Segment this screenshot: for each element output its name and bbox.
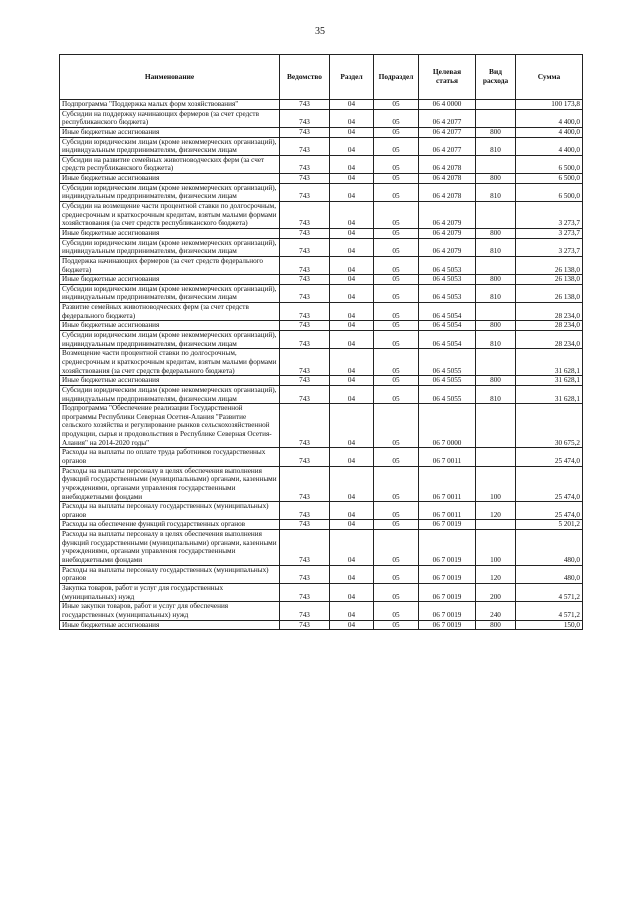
cell-subsection: 05	[374, 448, 419, 466]
cell-name: Расходы на обеспечение функций государственных органов	[60, 520, 280, 530]
table-body	[60, 100, 583, 630]
cell-target-article: 06 4 5053	[419, 284, 476, 302]
cell-expense-type: 240	[476, 602, 516, 620]
cell-section: 04	[330, 620, 374, 630]
cell-name: Субсидии юридическим лицам (кроме некоммерческих организаций), индивидуальным предпринимателям, физическим лицам	[60, 137, 280, 155]
table-row	[60, 284, 583, 302]
cell-department: 743	[280, 155, 330, 173]
cell-expense-type	[476, 202, 516, 229]
cell-sum: 4 400,0	[516, 137, 583, 155]
cell-subsection: 05	[374, 565, 419, 583]
cell-section: 04	[330, 448, 374, 466]
cell-subsection: 05	[374, 183, 419, 201]
cell-department: 743	[280, 448, 330, 466]
cell-expense-type: 800	[476, 127, 516, 137]
cell-section: 04	[330, 228, 374, 238]
cell-department: 743	[280, 565, 330, 583]
table-row	[60, 202, 583, 229]
cell-section: 04	[330, 520, 374, 530]
cell-expense-type: 800	[476, 174, 516, 184]
cell-section: 04	[330, 275, 374, 285]
cell-expense-type	[476, 303, 516, 321]
table-row	[60, 620, 583, 630]
cell-department: 743	[280, 404, 330, 448]
table-row	[60, 137, 583, 155]
cell-target-article: 06 4 2077	[419, 137, 476, 155]
cell-name: Иные бюджетные ассигнования	[60, 174, 280, 184]
cell-target-article: 06 7 0011	[419, 466, 476, 502]
cell-sum: 6 500,0	[516, 183, 583, 201]
table-row	[60, 448, 583, 466]
cell-department: 743	[280, 376, 330, 386]
cell-section: 04	[330, 565, 374, 583]
cell-section: 04	[330, 502, 374, 520]
table-header-row	[60, 55, 583, 100]
cell-target-article: 06 4 2078	[419, 155, 476, 173]
cell-sum: 6 500,0	[516, 174, 583, 184]
cell-department: 743	[280, 174, 330, 184]
cell-sum: 31 628,1	[516, 385, 583, 403]
cell-name: Субсидии на возмещение части процентной ставки по долгосрочным, среднесрочным и краткосрочным кредитам, взятым малыми формами хозяйствования (за счет средств республиканского бюджета)	[60, 202, 280, 229]
cell-sum: 26 138,0	[516, 256, 583, 274]
cell-department: 743	[280, 385, 330, 403]
cell-name: Субсидии на развитие семейных животноводческих ферм (за счет средств республиканского бюджета)	[60, 155, 280, 173]
cell-name: Закупка товаров, работ и услуг для государственных (муниципальных) нужд	[60, 583, 280, 601]
cell-section: 04	[330, 466, 374, 502]
cell-department: 743	[280, 202, 330, 229]
cell-sum: 25 474,0	[516, 466, 583, 502]
cell-expense-type	[476, 100, 516, 110]
cell-sum: 3 273,7	[516, 202, 583, 229]
table-row	[60, 109, 583, 127]
cell-name: Возмещение части процентной ставки по долгосрочным, среднесрочным и краткосрочным кредитам, взятым малыми формами хозяйствования (за счет средств федерального бюджета)	[60, 349, 280, 376]
cell-sum: 3 273,7	[516, 228, 583, 238]
cell-expense-type: 800	[476, 321, 516, 331]
header-sum: Сумма	[516, 55, 583, 100]
cell-expense-type: 810	[476, 385, 516, 403]
cell-sum: 5 201,2	[516, 520, 583, 530]
cell-department: 743	[280, 331, 330, 349]
header-target-article: Целевая статья	[419, 55, 476, 100]
header-department: Ведомство	[280, 55, 330, 100]
table-row	[60, 183, 583, 201]
cell-department: 743	[280, 238, 330, 256]
cell-section: 04	[330, 155, 374, 173]
cell-section: 04	[330, 174, 374, 184]
cell-subsection: 05	[374, 284, 419, 302]
table-row	[60, 331, 583, 349]
table-row	[60, 100, 583, 110]
cell-expense-type: 800	[476, 620, 516, 630]
cell-target-article: 06 7 0019	[419, 520, 476, 530]
table-row	[60, 404, 583, 448]
cell-subsection: 05	[374, 349, 419, 376]
cell-expense-type: 120	[476, 565, 516, 583]
cell-target-article: 06 4 5053	[419, 256, 476, 274]
page-number: 35	[315, 26, 325, 37]
cell-target-article: 06 4 2078	[419, 183, 476, 201]
cell-name: Иные бюджетные ассигнования	[60, 228, 280, 238]
cell-section: 04	[330, 349, 374, 376]
cell-section: 04	[330, 183, 374, 201]
cell-expense-type: 100	[476, 530, 516, 566]
cell-expense-type	[476, 349, 516, 376]
cell-section: 04	[330, 238, 374, 256]
cell-name: Субсидии юридическим лицам (кроме некоммерческих организаций), индивидуальным предпринимателям, физическим лицам	[60, 284, 280, 302]
cell-subsection: 05	[374, 202, 419, 229]
cell-section: 04	[330, 602, 374, 620]
cell-department: 743	[280, 183, 330, 201]
cell-target-article: 06 7 0000	[419, 404, 476, 448]
cell-target-article: 06 7 0011	[419, 448, 476, 466]
cell-target-article: 06 4 2079	[419, 202, 476, 229]
table-row	[60, 321, 583, 331]
cell-target-article: 06 7 0019	[419, 565, 476, 583]
cell-department: 743	[280, 109, 330, 127]
cell-section: 04	[330, 376, 374, 386]
cell-sum: 26 138,0	[516, 284, 583, 302]
cell-sum: 28 234,0	[516, 331, 583, 349]
cell-target-article: 06 4 2077	[419, 109, 476, 127]
cell-expense-type	[476, 520, 516, 530]
cell-name: Поддержка начинающих фермеров (за счет средств федерального бюджета)	[60, 256, 280, 274]
cell-subsection: 05	[374, 100, 419, 110]
cell-name: Субсидии юридическим лицам (кроме некоммерческих организаций), индивидуальным предпринимателям, физическим лицам	[60, 385, 280, 403]
cell-target-article: 06 7 0019	[419, 530, 476, 566]
table-row	[60, 303, 583, 321]
cell-expense-type: 810	[476, 331, 516, 349]
table-row	[60, 385, 583, 403]
table-row	[60, 602, 583, 620]
budget-table	[59, 54, 583, 630]
cell-expense-type: 810	[476, 137, 516, 155]
cell-expense-type: 200	[476, 583, 516, 601]
cell-department: 743	[280, 275, 330, 285]
cell-subsection: 05	[374, 602, 419, 620]
cell-name: Иные бюджетные ассигнования	[60, 321, 280, 331]
cell-section: 04	[330, 303, 374, 321]
cell-subsection: 05	[374, 228, 419, 238]
cell-target-article: 06 4 5054	[419, 321, 476, 331]
cell-sum: 4 400,0	[516, 127, 583, 137]
cell-subsection: 05	[374, 530, 419, 566]
cell-name: Расходы на выплаты персоналу государственных (муниципальных) органов	[60, 565, 280, 583]
table-row	[60, 349, 583, 376]
cell-expense-type: 800	[476, 275, 516, 285]
cell-name: Субсидии юридическим лицам (кроме некоммерческих организаций), индивидуальным предпринимателям, физическим лицам	[60, 331, 280, 349]
cell-department: 743	[280, 520, 330, 530]
cell-name: Иные бюджетные ассигнования	[60, 620, 280, 630]
cell-target-article: 06 4 5055	[419, 385, 476, 403]
cell-sum: 480,0	[516, 530, 583, 566]
cell-subsection: 05	[374, 404, 419, 448]
cell-section: 04	[330, 583, 374, 601]
cell-expense-type: 800	[476, 376, 516, 386]
header-expense-type: Вид расхода	[476, 55, 516, 100]
cell-sum: 4 571,2	[516, 583, 583, 601]
table-row	[60, 502, 583, 520]
cell-name: Расходы на выплаты персоналу в целях обеспечения выполнения функций государственными (муниципальными) органами, казенными учреждениями, органами управления государственными внебюджетными фондами	[60, 530, 280, 566]
cell-section: 04	[330, 284, 374, 302]
cell-sum: 31 628,1	[516, 349, 583, 376]
cell-expense-type: 810	[476, 238, 516, 256]
cell-expense-type: 120	[476, 502, 516, 520]
cell-expense-type	[476, 155, 516, 173]
cell-target-article: 06 4 2078	[419, 174, 476, 184]
cell-target-article: 06 4 5055	[419, 376, 476, 386]
cell-department: 743	[280, 284, 330, 302]
cell-department: 743	[280, 602, 330, 620]
cell-subsection: 05	[374, 620, 419, 630]
cell-section: 04	[330, 202, 374, 229]
cell-department: 743	[280, 127, 330, 137]
cell-subsection: 05	[374, 275, 419, 285]
cell-target-article: 06 7 0011	[419, 502, 476, 520]
cell-sum: 28 234,0	[516, 303, 583, 321]
cell-expense-type	[476, 256, 516, 274]
cell-sum: 25 474,0	[516, 448, 583, 466]
table-row	[60, 238, 583, 256]
cell-target-article: 06 4 2079	[419, 238, 476, 256]
cell-name: Расходы на выплаты по оплате труда работников государственных органов	[60, 448, 280, 466]
cell-section: 04	[330, 404, 374, 448]
cell-department: 743	[280, 502, 330, 520]
cell-department: 743	[280, 100, 330, 110]
cell-expense-type	[476, 448, 516, 466]
cell-expense-type	[476, 404, 516, 448]
cell-section: 04	[330, 256, 374, 274]
cell-subsection: 05	[374, 376, 419, 386]
cell-sum: 3 273,7	[516, 238, 583, 256]
cell-sum: 100 173,8	[516, 100, 583, 110]
cell-section: 04	[330, 331, 374, 349]
cell-department: 743	[280, 321, 330, 331]
cell-target-article: 06 7 0019	[419, 583, 476, 601]
cell-target-article: 06 4 0000	[419, 100, 476, 110]
cell-section: 04	[330, 127, 374, 137]
cell-subsection: 05	[374, 109, 419, 127]
cell-sum: 30 675,2	[516, 404, 583, 448]
cell-subsection: 05	[374, 331, 419, 349]
cell-department: 743	[280, 137, 330, 155]
cell-section: 04	[330, 137, 374, 155]
cell-name: Иные бюджетные ассигнования	[60, 275, 280, 285]
cell-target-article: 06 4 5054	[419, 331, 476, 349]
cell-section: 04	[330, 109, 374, 127]
cell-name: Субсидии юридическим лицам (кроме некоммерческих организаций), индивидуальным предпринимателям, физическим лицам	[60, 238, 280, 256]
cell-section: 04	[330, 530, 374, 566]
cell-subsection: 05	[374, 502, 419, 520]
cell-expense-type	[476, 109, 516, 127]
cell-target-article: 06 4 5055	[419, 349, 476, 376]
cell-department: 743	[280, 530, 330, 566]
cell-subsection: 05	[374, 466, 419, 502]
cell-name: Подпрограмма "Обеспечение реализации Государственной программы Республики Северная Осетия-Алания "Развитие сельского хозяйства и регулирование рынков сельскохозяйственной продукции, сырья и продовольствия в Республике Северная Осетия-Алания" на 2014-2020 годы"	[60, 404, 280, 448]
cell-name: Субсидии на поддержку начинающих фермеров (за счет средств республиканского бюджета)	[60, 109, 280, 127]
header-subsection: Подраздел	[374, 55, 419, 100]
table-row	[60, 466, 583, 502]
cell-sum: 4 571,2	[516, 602, 583, 620]
cell-department: 743	[280, 349, 330, 376]
cell-sum: 4 400,0	[516, 109, 583, 127]
cell-subsection: 05	[374, 256, 419, 274]
cell-sum: 6 500,0	[516, 155, 583, 173]
cell-department: 743	[280, 583, 330, 601]
cell-department: 743	[280, 620, 330, 630]
cell-section: 04	[330, 321, 374, 331]
cell-sum: 480,0	[516, 565, 583, 583]
cell-sum: 26 138,0	[516, 275, 583, 285]
table-row	[60, 583, 583, 601]
cell-department: 743	[280, 228, 330, 238]
cell-department: 743	[280, 466, 330, 502]
cell-name: Расходы на выплаты персоналу государственных (муниципальных) органов	[60, 502, 280, 520]
cell-name: Развитие семейных животноводческих ферм (за счет средств федерального бюджета)	[60, 303, 280, 321]
cell-sum: 31 628,1	[516, 376, 583, 386]
cell-target-article: 06 4 2077	[419, 127, 476, 137]
cell-subsection: 05	[374, 520, 419, 530]
table-row	[60, 155, 583, 173]
cell-name: Иные закупки товаров, работ и услуг для обеспечения государственных (муниципальных) нужд	[60, 602, 280, 620]
cell-expense-type: 100	[476, 466, 516, 502]
cell-subsection: 05	[374, 303, 419, 321]
table-row	[60, 256, 583, 274]
table-row	[60, 530, 583, 566]
table-row	[60, 565, 583, 583]
cell-expense-type: 810	[476, 183, 516, 201]
cell-name: Субсидии юридическим лицам (кроме некоммерческих организаций), индивидуальным предпринимателям, физическим лицам	[60, 183, 280, 201]
cell-name: Подпрограмма "Поддержка малых форм хозяйствования"	[60, 100, 280, 110]
cell-section: 04	[330, 385, 374, 403]
cell-target-article: 06 7 0019	[419, 602, 476, 620]
cell-subsection: 05	[374, 385, 419, 403]
cell-section: 04	[330, 100, 374, 110]
header-name: Наименование	[60, 55, 280, 100]
table-row	[60, 174, 583, 184]
cell-name: Расходы на выплаты персоналу в целях обеспечения выполнения функций государственными (муниципальными) органами, казенными учреждениями, органами управления государственными внебюджетными фондами	[60, 466, 280, 502]
cell-sum: 150,0	[516, 620, 583, 630]
table-row	[60, 228, 583, 238]
cell-target-article: 06 4 5054	[419, 303, 476, 321]
cell-target-article: 06 7 0019	[419, 620, 476, 630]
cell-name: Иные бюджетные ассигнования	[60, 376, 280, 386]
cell-subsection: 05	[374, 174, 419, 184]
cell-name: Иные бюджетные ассигнования	[60, 127, 280, 137]
table-row	[60, 520, 583, 530]
table-row	[60, 376, 583, 386]
cell-sum: 28 234,0	[516, 321, 583, 331]
table-row	[60, 127, 583, 137]
cell-subsection: 05	[374, 583, 419, 601]
cell-subsection: 05	[374, 155, 419, 173]
cell-department: 743	[280, 256, 330, 274]
cell-subsection: 05	[374, 137, 419, 155]
header-section: Раздел	[330, 55, 374, 100]
cell-expense-type: 810	[476, 284, 516, 302]
cell-subsection: 05	[374, 127, 419, 137]
table-row	[60, 275, 583, 285]
cell-target-article: 06 4 2079	[419, 228, 476, 238]
cell-expense-type: 800	[476, 228, 516, 238]
cell-department: 743	[280, 303, 330, 321]
cell-target-article: 06 4 5053	[419, 275, 476, 285]
cell-subsection: 05	[374, 238, 419, 256]
cell-sum: 25 474,0	[516, 502, 583, 520]
cell-subsection: 05	[374, 321, 419, 331]
